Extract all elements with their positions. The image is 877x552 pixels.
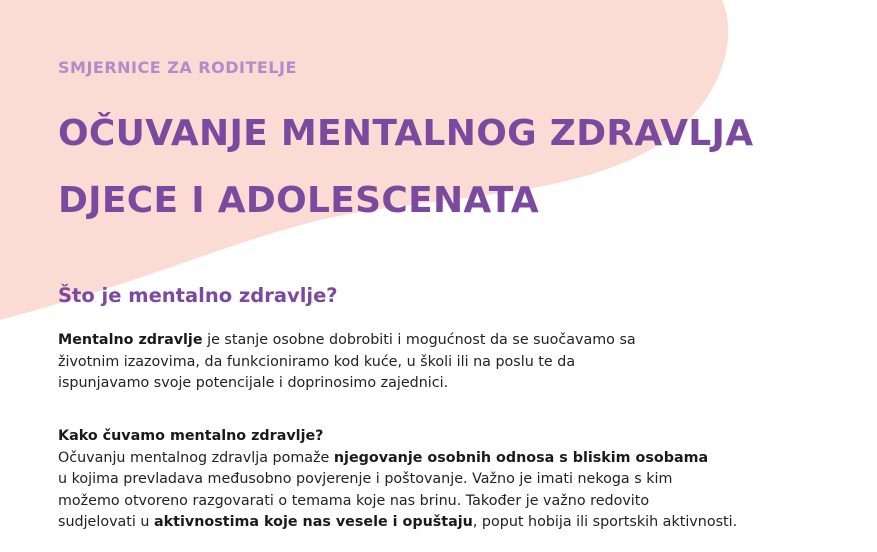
title-line-1: OČUVANJE MENTALNOG ZDRAVLJA: [58, 113, 754, 154]
bold-term: Mentalno zdravlje: [58, 332, 203, 348]
page-title: [58, 100, 753, 234]
paragraph-line: možemo otvoreno razgovarati o temama koje nas brinu. Također je važno redovito: [58, 492, 650, 509]
paragraph-subheading: Kako čuvamo mentalno zdravlje?: [58, 428, 324, 444]
eyebrow-label: SMJERNICE ZA RODITELJE: [58, 58, 297, 77]
paragraph-line: [58, 330, 636, 352]
paragraph-how-to: [58, 426, 737, 534]
paragraph-definition: [58, 330, 636, 395]
paragraph-line: [58, 512, 737, 534]
text-run: sudjelovati u: [58, 514, 155, 530]
text-run: Očuvanju mentalnog zdravlja pomaže: [58, 449, 334, 466]
paragraph-line: [58, 448, 737, 470]
bold-phrase: njegovanje osobnih odnosa s bliskim osobama: [333, 449, 709, 466]
text-run: je stanje osobne dobrobiti i mogućnost da se suočavamo sa: [202, 332, 636, 348]
title-line-2: DJECE I ADOLESCENATA: [58, 180, 539, 221]
paragraph-line: životnim izazovima, da funkcioniramo kod kuće, u školi ili na poslu te da: [58, 353, 576, 370]
section-heading: Što je mentalno zdravlje?: [58, 284, 338, 307]
bold-phrase: aktivnostima koje nas vesele i opuštaju: [154, 514, 473, 530]
paragraph-line: ispunjavamo svoje potencijale i doprinosimo zajednici.: [58, 375, 449, 391]
paragraph-line: u kojima prevladava međusobno povjerenje i poštovanje. Važno je imati nekoga s kim: [58, 471, 673, 487]
text-run: , poput hobija ili sportskih aktivnosti.: [472, 514, 738, 530]
